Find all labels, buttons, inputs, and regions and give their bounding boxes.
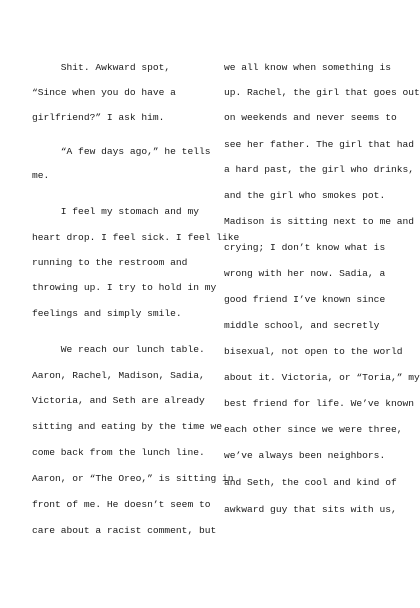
- right-line-11: middle school, and secretly: [224, 320, 380, 331]
- left-line-11: We reach our lunch table.: [32, 344, 205, 355]
- left-line-8: running to the restroom and: [32, 257, 188, 268]
- left-line-4: “A few days ago,” he tells: [32, 146, 211, 157]
- right-line-8: crying; I don’t know what is: [224, 242, 386, 253]
- left-line-7: heart drop. I feel sick. I feel like: [32, 232, 240, 243]
- left-line-1: Shit. Awkward spot,: [32, 62, 171, 73]
- left-line-14: sitting and eating by the time we: [32, 421, 222, 432]
- right-line-14: best friend for life. We’ve known: [224, 398, 414, 409]
- left-line-12: Aaron, Rachel, Madison, Sadia,: [32, 370, 205, 381]
- left-line-9: throwing up. I try to hold in my: [32, 282, 217, 293]
- right-line-7: Madison is sitting next to me and: [224, 216, 414, 227]
- right-line-6: and the girl who smokes pot.: [224, 190, 386, 201]
- left-line-16: Aaron, or “The Oreo,” is sitting in: [32, 473, 234, 484]
- left-line-5: me.: [32, 170, 50, 181]
- left-line-3: girlfriend?” I ask him.: [32, 112, 165, 123]
- right-line-18: awkward guy that sits with us,: [224, 504, 397, 515]
- left-line-2: “Since when you do have a: [32, 87, 176, 98]
- left-line-18: care about a racist comment, but: [32, 525, 217, 536]
- right-line-13: about it. Victoria, or “Toria,” my: [224, 372, 420, 383]
- right-line-17: and Seth, the cool and kind of: [224, 477, 397, 488]
- left-line-13: Victoria, and Seth are already: [32, 395, 205, 406]
- left-line-6: I feel my stomach and my: [32, 206, 199, 217]
- right-line-9: wrong with her now. Sadia, a: [224, 268, 386, 279]
- right-line-16: we’ve always been neighbors.: [224, 450, 386, 461]
- left-line-17: front of me. He doesn’t seem to: [32, 499, 211, 510]
- right-line-4: see her father. The girl that had: [224, 139, 414, 150]
- left-line-15: come back from the lunch line.: [32, 447, 205, 458]
- right-line-12: bisexual, not open to the world: [224, 346, 403, 357]
- right-line-10: good friend I’ve known since: [224, 294, 386, 305]
- left-line-10: feelings and simply smile.: [32, 308, 182, 319]
- right-line-3: on weekends and never seems to: [224, 112, 397, 123]
- right-line-5: a hard past, the girl who drinks,: [224, 164, 414, 175]
- right-line-15: each other since we were three,: [224, 424, 403, 435]
- right-line-2: up. Rachel, the girl that goes out: [224, 87, 420, 98]
- right-line-1: we all know when something is: [224, 62, 391, 73]
